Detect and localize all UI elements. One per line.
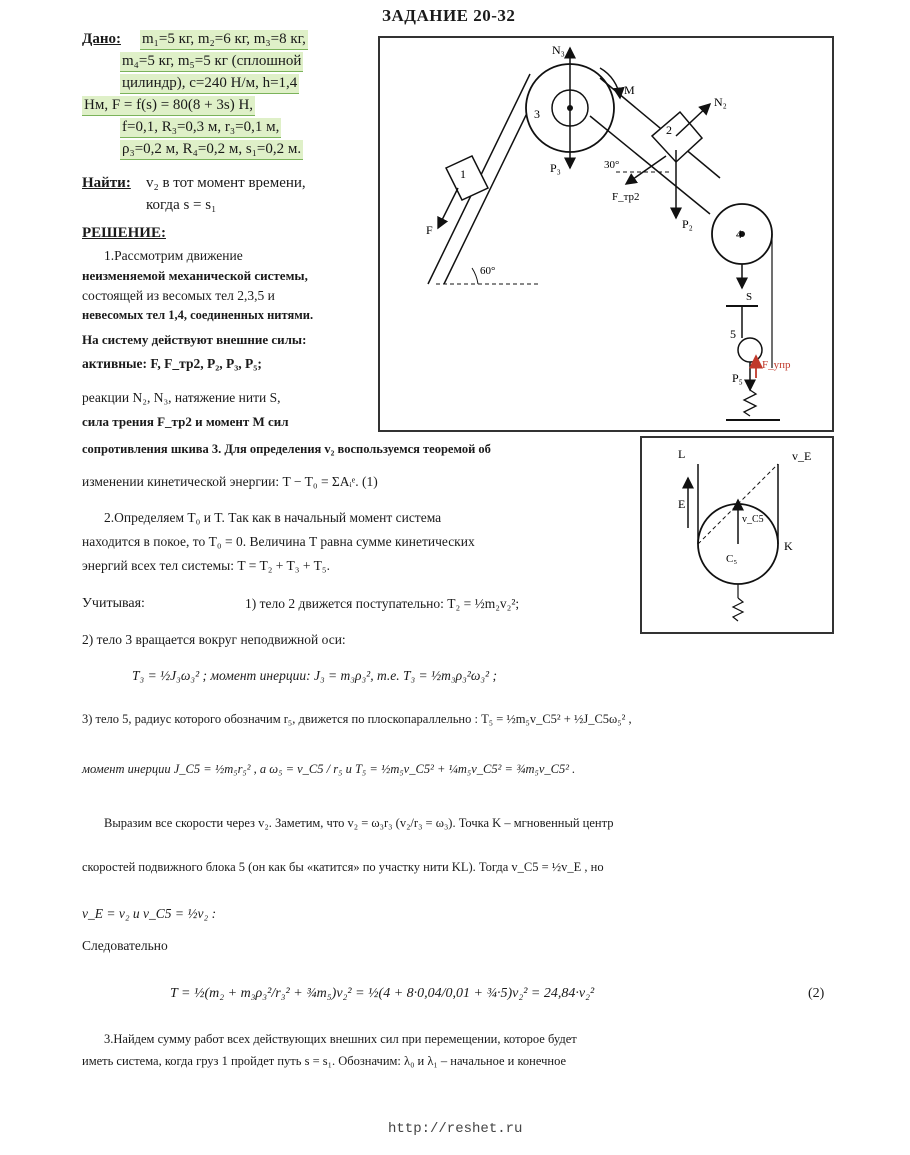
para1-line-7: реакции N₂, N₃, натяжение нити S, — [82, 390, 281, 405]
para1-line-6: активные: F, F_тр2, P₂, P₃, P₅; — [82, 356, 262, 371]
para1-line-9: сопротивления шкива 3. Для определения v₂ воспользуемся теоремой об — [82, 442, 491, 456]
para1-line-8: сила трения F_тр2 и момент M сил — [82, 414, 289, 429]
find-line-2: когда s = s₁ — [146, 197, 217, 213]
speeds-line-3: v_E = v₂ и v_C5 = ½v₂ : — [82, 906, 217, 921]
svg-text:N₃: N₃ — [552, 43, 565, 57]
body2-line: 1) тело 2 движется поступательно: T₂ = ½m₂v₂²; — [245, 596, 520, 611]
kinematics-svg — [642, 438, 832, 632]
kinematics-diagram — [640, 436, 834, 634]
para1-line-1: 1.Рассмотрим движение — [104, 248, 243, 263]
para1-line-2: неизменяемой механической системы, — [82, 268, 308, 283]
svg-text:1: 1 — [460, 167, 466, 181]
given-line-1: m₁=5 кг, m₂=6 кг, m₃=8 кг, — [140, 30, 308, 50]
considering-label: Учитывая: — [82, 596, 145, 611]
svg-text:v_E: v_E — [792, 449, 812, 463]
body-1-block — [446, 156, 488, 200]
formula-2: T = ½(m₂ + m₃ρ₃²/r₃² + ¾m₅)v₂² = ½(4 + 8·0,04/0,01 + ¾·5)v₂² = 24,84·v₂² — [170, 986, 595, 1001]
find-label: Найти: — [82, 175, 131, 191]
para2-line-1: 2.Определяем T₀ и T. Так как в начальный момент система — [104, 510, 442, 525]
svg-text:E: E — [678, 497, 686, 511]
page-title: ЗАДАНИЕ 20-32 — [382, 6, 516, 25]
para3-line-1: 3.Найдем сумму работ всех действующих внешних сил при перемещении, которое будет — [104, 1032, 577, 1046]
t3-formula: T₃ = ½J₃ω₃² ; момент инерции: J₃ = m₃ρ₃², т.е. T₃ = ½m₃ρ₃²ω₃² ; — [132, 668, 497, 683]
svg-text:F_упр: F_упр — [762, 359, 791, 371]
svg-text:P₃: P₃ — [550, 161, 561, 175]
consequently-label: Следовательно — [82, 938, 168, 953]
para1-line-3: состоящей из весомых тел 2,3,5 и — [82, 288, 275, 303]
svg-text:P₂: P₂ — [682, 217, 693, 231]
svg-text:3: 3 — [534, 107, 540, 121]
svg-text:F: F — [426, 223, 433, 237]
force-ftr2-arrow — [626, 156, 666, 184]
body5-line: 3) тело 5, радиус которого обозначим r₅, движется по плоскопараллельно : T₅ = ½m₅v_C5² + ½J_C5ω₅² , — [82, 712, 632, 726]
spring-icon — [744, 390, 756, 416]
para3-line-2: иметь система, когда груз 1 пройдет путь s = s₁. Обозначим: λ₀ и λ₁ – начальное и конечное — [82, 1054, 567, 1068]
given-line-6: ρ₃=0,2 м, R₄=0,2 м, s₁=0,2 м. — [120, 140, 303, 160]
spring-small-icon — [733, 598, 743, 621]
svg-text:N₂: N₂ — [714, 95, 727, 109]
svg-text:L: L — [678, 447, 686, 461]
svg-text:S: S — [746, 291, 753, 303]
given-line-4: Нм, F = f(s) = 80(8 + 3s) H, — [82, 96, 255, 116]
mechanism-diagram — [378, 36, 834, 432]
solution-label: РЕШЕНИЕ: — [82, 225, 166, 241]
body3-line: 2) тело 3 вращается вокруг неподвижной оси: — [82, 632, 346, 647]
svg-text:30°: 30° — [604, 159, 620, 171]
speeds-line-2: скоростей подвижного блока 5 (он как бы «катится» по участку нити KL). Тогда v_C5 = ½v_E , но — [82, 860, 604, 874]
svg-text:M: M — [624, 83, 635, 97]
svg-text:2: 2 — [666, 123, 672, 137]
svg-text:v_C5: v_C5 — [742, 514, 764, 525]
svg-text:K: K — [784, 539, 793, 553]
svg-text:P₅: P₅ — [732, 371, 743, 385]
given-label: Дано: — [82, 31, 121, 47]
t5-formula: момент инерции J_C5 = ½m₅r₅² , а ω₅ = v_C5 / r₅ и T₅ = ½m₅v_C5² + ¼m₅v_C5² = ¾m₅v_C5² . — [82, 762, 576, 776]
given-line-2: m₄=5 кг, m₅=5 кг (сплошной — [120, 52, 303, 72]
svg-text:F_тр2: F_тр2 — [612, 191, 640, 203]
find-line-1: v₂ в тот момент времени, — [146, 175, 306, 191]
footer-url[interactable]: http://reshet.ru — [388, 1121, 523, 1137]
para1-line-5: На систему действуют внешние силы: — [82, 332, 307, 347]
para1-line-4: невесомых тел 1,4, соединенных нитями. — [82, 308, 314, 322]
mechanism-svg — [380, 38, 832, 430]
given-line-3: цилиндр), с=240 Н/м, h=1,4 — [120, 74, 299, 94]
para2-line-3: энергий всех тел системы: T = T₂ + T₃ + T₅. — [82, 558, 330, 573]
speeds-line-1: Выразим все скорости через v₂. Заметим, что v₂ = ω₃r₃ (v₂/r₃ = ω₃). Точка K – мгновенный центр — [104, 816, 614, 830]
para1-line-10: изменении кинетической энергии: T − T₀ = ΣAᵢᵉ. (1) — [82, 474, 378, 489]
svg-text:60°: 60° — [480, 265, 496, 277]
formula-2-number: (2) — [808, 986, 825, 1001]
svg-text:4: 4 — [736, 227, 742, 241]
svg-text:5: 5 — [730, 327, 736, 341]
svg-text:C₅: C₅ — [726, 553, 738, 565]
force-f-arrow — [438, 188, 458, 228]
pulley-4 — [712, 204, 772, 264]
given-line-5: f=0,1, R₃=0,3 м, r₃=0,1 м, — [120, 118, 281, 138]
para2-line-2: находится в покое, то T₀ = 0. Величина T равна сумме кинетических — [82, 534, 475, 549]
